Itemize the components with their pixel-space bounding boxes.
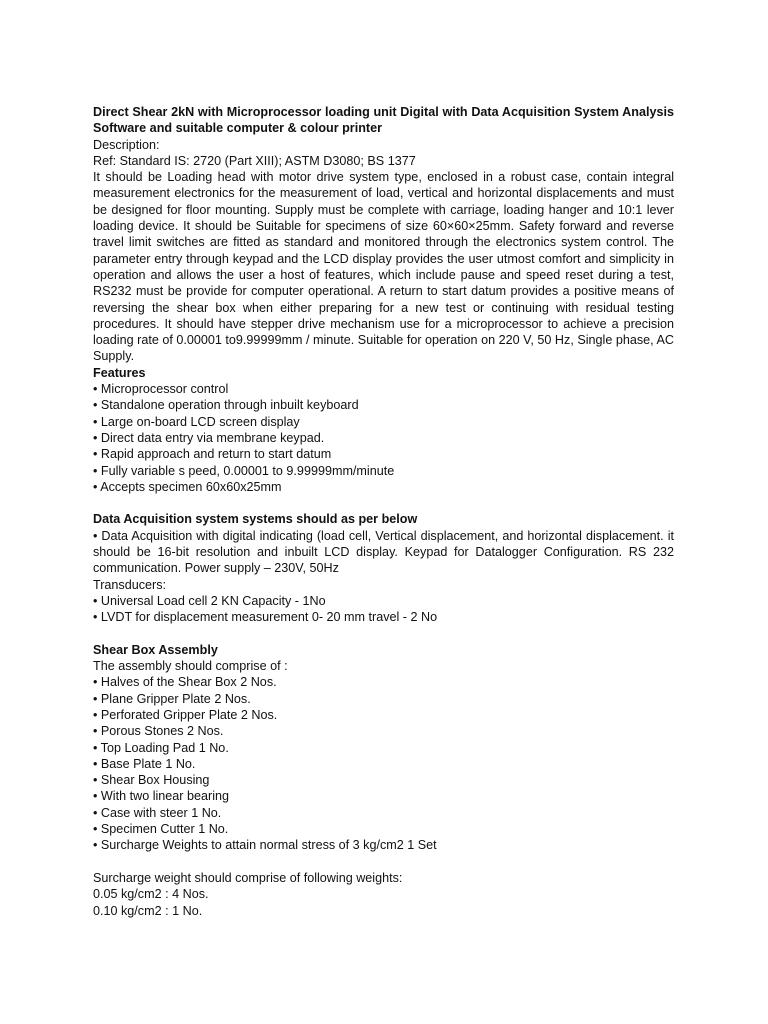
transducers-list	[93, 593, 674, 626]
list-item: • Perforated Gripper Plate 2 Nos.	[93, 707, 278, 722]
list-item: • Standalone operation through inbuilt keyboard	[93, 398, 359, 413]
list-item: • Surcharge Weights to attain normal stress of 3 kg/cm2 1 Set	[93, 838, 437, 853]
list-item: • With two linear bearing	[93, 789, 230, 804]
spacer	[93, 495, 674, 511]
description-label: Description:	[93, 137, 160, 152]
list-item: • Top Loading Pad 1 No.	[93, 740, 229, 755]
list-item: • Porous Stones 2 Nos.	[93, 724, 224, 739]
list-item: 0.10 kg/cm2 : 1 No.	[93, 903, 203, 918]
list-item: • Large on-board LCD screen display	[93, 414, 300, 429]
list-item: • Base Plate 1 No.	[93, 756, 196, 771]
list-item: • Case with steer 1 No.	[93, 805, 222, 820]
transducers-label: Transducers:	[93, 577, 167, 592]
spacer	[93, 626, 674, 642]
shear-box-intro: The assembly should comprise of :	[93, 659, 288, 674]
list-item: • LVDT for displacement measurement 0- 20 mm travel - 2 No	[93, 610, 438, 625]
document-page	[93, 104, 674, 919]
list-item: • Halves of the Shear Box 2 Nos.	[93, 675, 277, 690]
features-heading: Features	[93, 365, 146, 380]
spacer	[93, 854, 674, 870]
shear-box-list	[93, 674, 674, 853]
list-item: • Specimen Cutter 1 No.	[93, 822, 229, 837]
document-title: Direct Shear 2kN with Microprocessor loading unit Digital with Data Acquisition System Analysis Software and suitable computer & colour printer	[93, 105, 674, 136]
description-body: It should be Loading head with motor drive system type, enclosed in a robust case, contain integral measurement electronics for the measurement of load, vertical and horizontal displacements and must be designed for floor mounting. Supply must be complete with carriage, loading hanger and 10:1 lever loading device. It should be Suitable for specimens of size 60×60×25mm. Safety forward and reverse travel limit switches are fitted as standard and monitored through the electronics system control. The parameter entry through keypad and the LCD display provides the user utmost comfort and simplicity in operation and allows the user a host of features, which include pause and speed reset during a test, RS232 must be provide for computer operational. A return to start datum provides a positive means of reversing the shear box when either preparing for a new test or continuing with residual testing procedures. It should have stepper drive mechanism use for a microprocessor to achieve a precision loading rate of 0.00001 to9.99999mm / minute. Suitable for operation on 220 V, 50 Hz, Single phase, AC Supply.	[93, 170, 674, 364]
daq-body: • Data Acquisition with digital indicating (load cell, Vertical displacement, and horizontal displacement. it should be 16-bit resolution and inbuilt LCD display. Keypad for Datalogger Configuration. RS 232 communication. Power supply – 230V, 50Hz	[93, 528, 674, 576]
features-list	[93, 381, 674, 495]
list-item: • Direct data entry via membrane keypad.	[93, 430, 325, 445]
surcharge-intro: Surcharge weight should comprise of following weights:	[93, 870, 403, 885]
list-item: • Accepts specimen 60x60x25mm	[93, 479, 282, 494]
reference-standards: Ref: Standard IS: 2720 (Part XIII); ASTM D3080; BS 1377	[93, 153, 416, 168]
list-item: • Rapid approach and return to start datum	[93, 447, 332, 462]
list-item: • Microprocessor control	[93, 382, 229, 397]
shear-box-heading: Shear Box Assembly	[93, 642, 218, 657]
daq-heading: Data Acquisition system systems should as per below	[93, 512, 418, 527]
list-item: • Plane Gripper Plate 2 Nos.	[93, 691, 251, 706]
list-item: • Fully variable s peed, 0.00001 to 9.99999mm/minute	[93, 463, 395, 478]
list-item: 0.05 kg/cm2 : 4 Nos.	[93, 887, 209, 902]
list-item: • Universal Load cell 2 KN Capacity - 1No	[93, 593, 326, 608]
list-item: • Shear Box Housing	[93, 773, 210, 788]
surcharge-list	[93, 886, 674, 919]
